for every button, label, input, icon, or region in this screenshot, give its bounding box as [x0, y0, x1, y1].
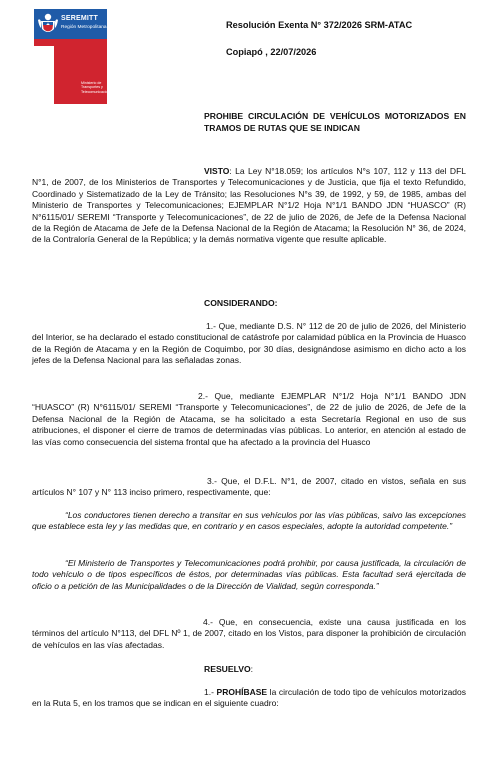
logo-ministry-name: Ministerio de Transportes y Telecomunicaciones [81, 81, 114, 94]
chile-coat-of-arms-icon [37, 12, 59, 36]
considerando-paragraph-1: 1.- Que, mediante D.S. N° 112 de 20 de julio de 2026, del Ministerio del Interior, se ha declarado el estado constitucional de catástrofe por calamidad pública en la Provincia de Huasco de la Región de Atacama y en la Región de Coquimbo, por 30 días, designándose asimismo en dicho acto a los jefes de la Defensa Nacional para las señaladas zonas. [32, 321, 466, 366]
resuelvo-p1-number: 1.- [204, 687, 217, 697]
logo-red-stripe [34, 39, 107, 46]
logo-red-panel [54, 46, 114, 104]
considerando-paragraph-4: 4.- Que, en consecuencia, existe una causa justificada en los términos del artículo N°113, del DFL Nº 1, de 2007, citado en los Vistos, para disponer la prohibición de circulación de vehículos en las vías afectadas. [32, 617, 466, 650]
considerando-paragraph-3: 3.- Que, el D.F.L. N°1, de 2007, citado en vistos, señala en sus artículos N° 107 y N° 113 inciso primero, respectivamente, que: [32, 476, 466, 498]
resuelvo-paragraph-1 [32, 687, 466, 710]
resuelvo-heading [204, 664, 253, 674]
legal-quote-article-113: “El Ministerio de Transportes y Telecomunicaciones podrá prohibir, por causa justificada, la circulación de todo vehículo o de tipos específicos de éstos, por determinadas vías públicas. Esta facultad será ejercitada de oficio o a petición de las Municipalidades o de la Dirección de Vialidad, según corresponda.” [32, 558, 466, 591]
resuelvo-p1-verb: PROHÍBASE [216, 687, 268, 697]
seremitt-logo [34, 9, 114, 104]
place-date: Copiapó , 22/07/2026 [226, 47, 317, 57]
considerando-heading: CONSIDERANDO: [204, 298, 278, 308]
resolution-number: Resolución Exenta N° 372/2026 SRM-ATAC [226, 20, 413, 30]
visto-paragraph [32, 166, 466, 246]
logo-title: SEREMITT [61, 15, 98, 22]
logo-white-panel [34, 46, 54, 104]
document-subject: PROHIBE CIRCULACIÓN DE VEHÍCULOS MOTORIZADOS EN TRAMOS DE RUTAS QUE SE INDICAN [204, 111, 466, 133]
logo-subtitle: Región Metropolitana [61, 25, 107, 30]
resuelvo-colon: : [250, 664, 254, 674]
visto-text: : La Ley N°18.059; los artículos N°s 107, 112 y 113 del DFL N°1, de 2007, de los Ministerios de Transportes y Telecomunicaciones y de Justicia, que fija el texto Refundido, Coordinado y Sistematizado de la Ley de Tránsito; las Resoluciones N°s 39, de 1992, y 59, de 1985, ambas del Ministerio de Transportes y Telecomunicaciones; EJEMPLAR N°1/2 Hoja N°1/1 BANDO JDN “HUASCO” (R) N°6115/01/ SEREMI “Transporte y Telecomunicaciones”, de 22 de julio de 2026, de Jefe de la Defensa Nacional de la Región de Atacama de Jefe de la Defensa Nacional de la Región de Atacama; la Resolución N° 36, de 2024, de la Contraloría General de la República; y la demás normativa vigente que resulte aplicable. [32, 166, 466, 245]
resuelvo-p1-text: la circulación de todo tipo de vehículos motorizados en la Ruta 5, en los tramos que se indican en el siguiente cuadro: [32, 687, 467, 709]
legal-quote-article-107: “Los conductores tienen derecho a transitar en sus vehículos por las vías públicas, salvo las excepciones que establece esta ley y las medidas que, en contrario y en casos especiales, adopte la autoridad competente.” [32, 510, 466, 532]
resuelvo-label: RESUELVO [204, 664, 251, 674]
considerando-paragraph-2: 2.- Que, mediante EJEMPLAR N°1/2 Hoja N°1/1 BANDO JDN “HUASCO” (R) N°6115/01/ SEREMI “Transporte y Telecomunicaciones”, de 22 de julio de 2026, de Jefe de la Defensa Nacional de la Región de Atacama, se ha solicitado a esta Secretaría Regional en uso de sus atribuciones, el disponer el cierre de tramos de determinadas vías públicas. Lo anterior, en atención al estado de las vías como consecuencia del sistema frontal que ha afectado a la provincia del Huasco [32, 391, 466, 447]
visto-label: VISTO [204, 166, 230, 176]
